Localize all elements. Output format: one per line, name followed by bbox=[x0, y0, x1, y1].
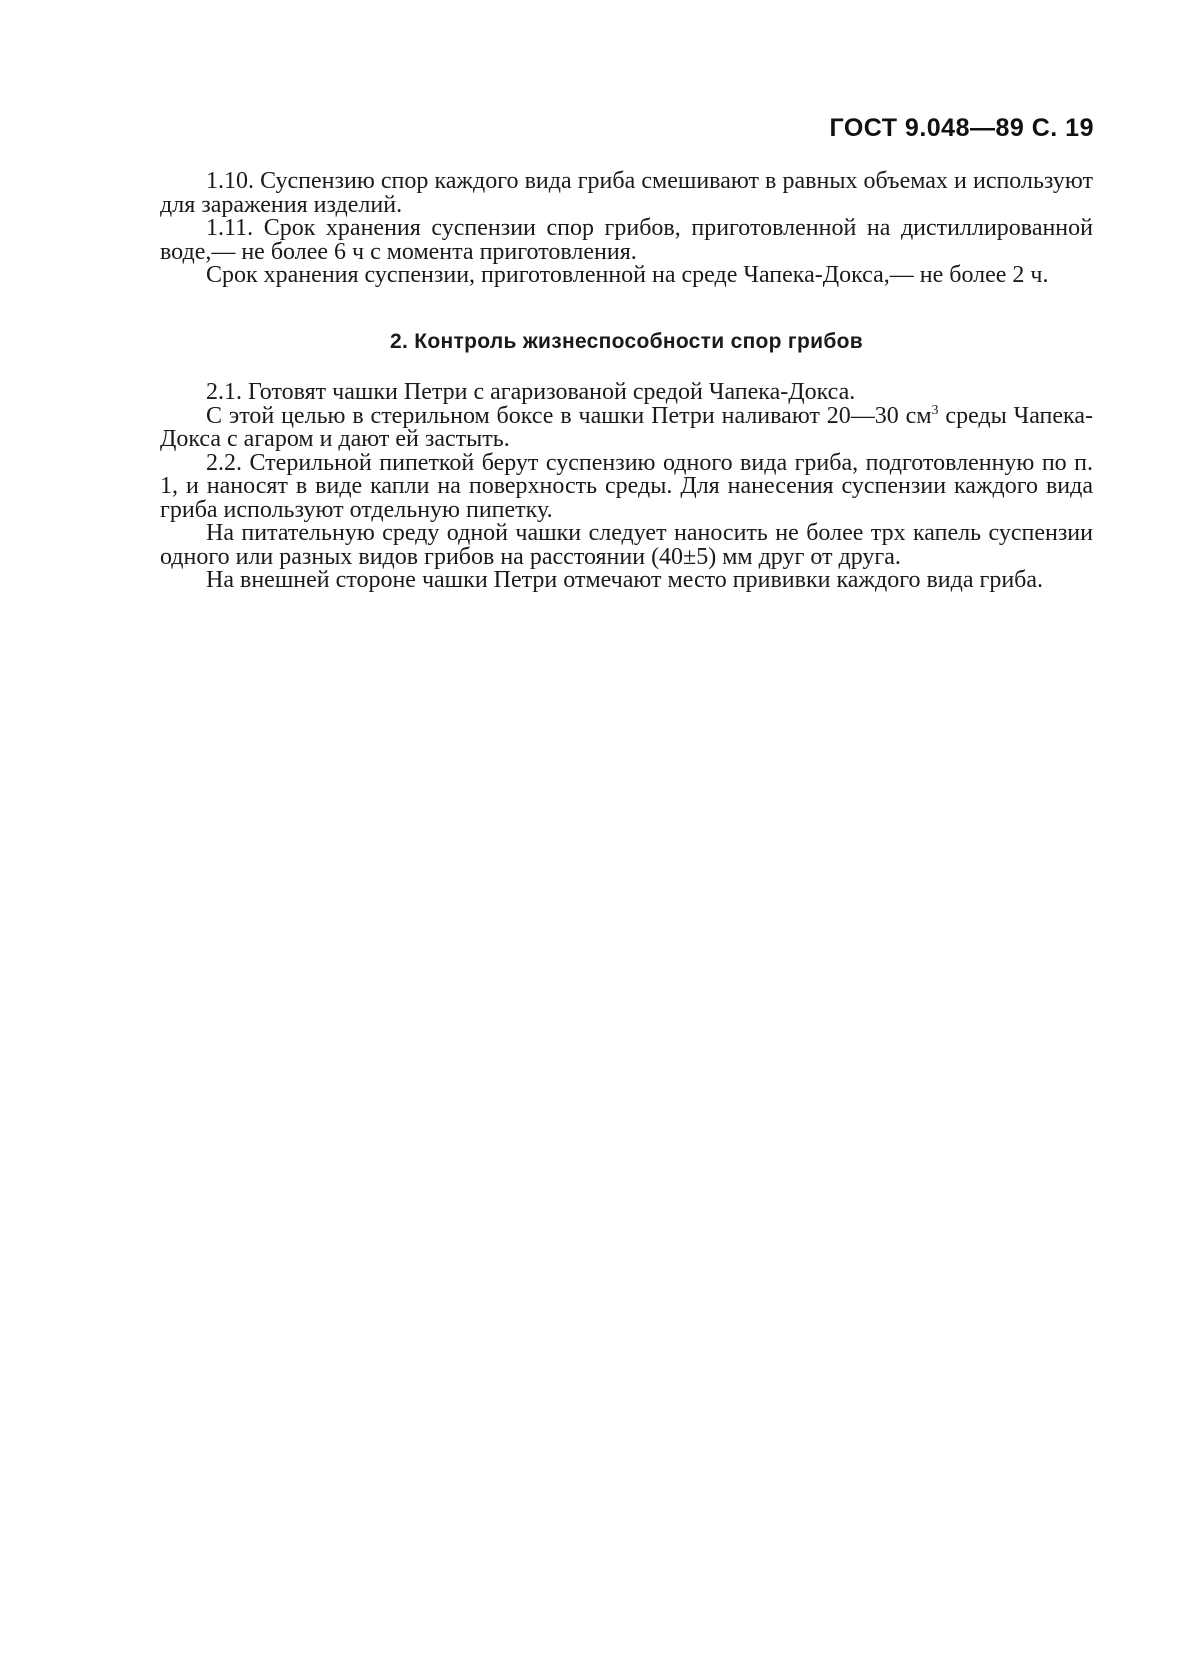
paragraph-2-1-details-text-end: среды Чапека-Докса с агаром и дают ей застыть. bbox=[160, 402, 1093, 452]
paragraph-2-1: 2.1. Готовят чашки Петри с агаризованой средой Чапека-Докса. bbox=[206, 379, 856, 405]
paragraph-1-11: 1.11. Срок хранения суспензии спор грибов, приготовленной на дистиллированной воде,— не более 6 ч с момента приготовления. bbox=[160, 215, 1093, 265]
page-header-standard-ref: ГОСТ 9.048—89 С. 19 bbox=[829, 114, 1094, 142]
paragraph-2-1-details bbox=[160, 402, 1093, 452]
superscript-cubic: 3 bbox=[931, 402, 939, 418]
paragraph-1-11-storage: Срок хранения суспензии, приготовленной на среде Чапека-Докса,— не более 2 ч. bbox=[206, 262, 1049, 288]
paragraph-2-1-details-text: С этой целью в стерильном боксе в чашки Петри наливают 20—30 см bbox=[206, 402, 932, 429]
paragraph-1-10: 1.10. Суспензию спор каждого вида гриба смешивают в равных объемах и используют для заражения изделий. bbox=[160, 168, 1093, 218]
paragraph-2-2-drops: На питательную среду одной чашки следует наносить не более трх капель суспензии одного или разных видов грибов на расстоянии (40±5) мм друг от друга. bbox=[160, 520, 1093, 570]
section-2-title: 2. Контроль жизнеспособности спор грибов bbox=[390, 329, 863, 353]
paragraph-2-2: 2.2. Стерильной пипеткой берут суспензию одного вида гриба, подготовленную по п. 1, и наносят в виде капли на поверхность среды. Для нанесения суспензии каждого вида гриба используют отдельную пипетку. bbox=[160, 449, 1093, 523]
document-body bbox=[160, 170, 1093, 593]
paragraph-2-2-marking: На внешней стороне чашки Петри отмечают место прививки каждого вида гриба. bbox=[206, 567, 1044, 593]
